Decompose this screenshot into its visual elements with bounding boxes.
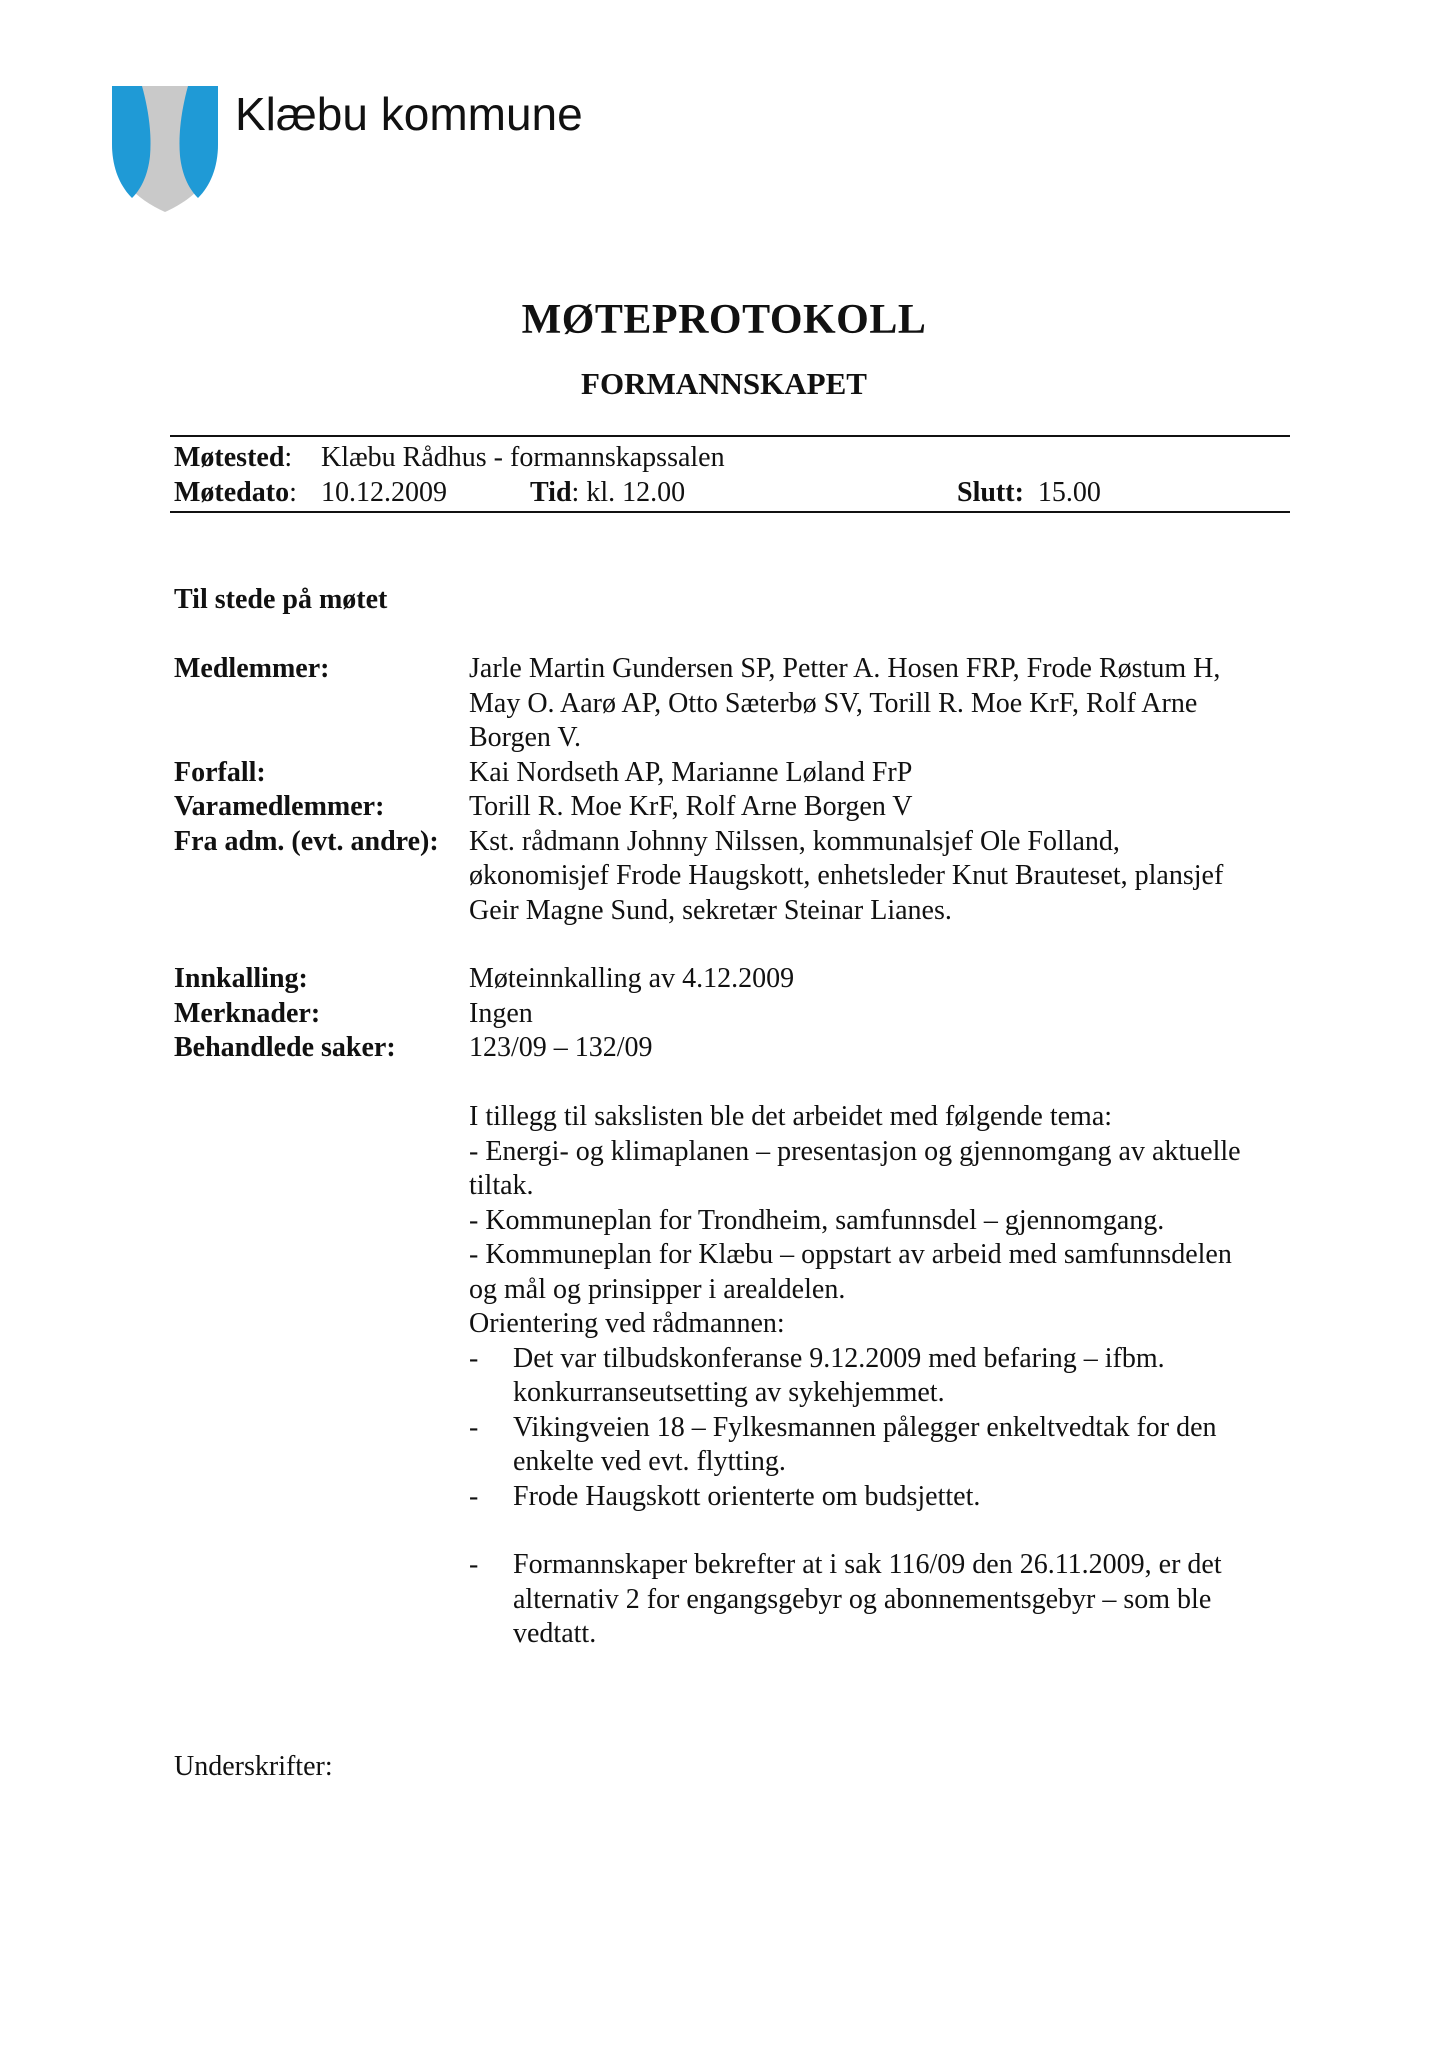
meeting-end-label: Slutt: [957, 477, 1024, 508]
meeting-date-row [174, 476, 1101, 510]
additional-line: I tillegg til sakslisten ble det arbeidet med følgende tema: [469, 1101, 1113, 1132]
bullet-line: Formannskaper bekrefter at i sak 116/09 den 26.11.2009, er det [513, 1549, 1222, 1580]
bullet-line: konkurranseutsetting av sykehjemmet. [513, 1377, 945, 1408]
meeting-date-label: Møtedato [174, 477, 290, 508]
admin-line: økonomisjef Frode Haugskott, enhetsleder Knut Brauteset, plansjef [469, 860, 1224, 891]
deputies-value: Torill R. Moe KrF, Rolf Arne Borgen V [469, 791, 913, 822]
meeting-date-value: 10.12.2009 [321, 477, 447, 508]
signatures-label: Underskrifter: [174, 1751, 333, 1782]
divider-top [170, 435, 1290, 437]
bullet-line: Frode Haugskott orienterte om budsjettet. [513, 1480, 981, 1512]
admin-line: Kst. rådmann Johnny Nilssen, kommunalsjef Ole Folland, [469, 825, 1120, 857]
cases-value: 123/09 – 132/09 [469, 1032, 653, 1063]
bullet-line: Vikingveien 18 – Fylkesmannen pålegger enkeltvedtak for den [513, 1411, 1217, 1443]
meeting-end [957, 476, 1101, 510]
bullet-dash: - [469, 1342, 479, 1374]
document-title: MØTEPROTOKOLL [521, 297, 927, 343]
remarks-label: Merknader: [174, 997, 321, 1029]
attendance-heading: Til stede på møtet [174, 584, 388, 615]
absent-label: Forfall: [174, 756, 266, 788]
meeting-place-row [174, 441, 725, 475]
bullet-line: Det var tilbudskonferanse 9.12.2009 med befaring – ifbm. [513, 1342, 1165, 1374]
bullet-line: enkelte ved evt. flytting. [513, 1446, 786, 1477]
additional-line: tiltak. [469, 1170, 534, 1201]
members-line: May O. Aarø AP, Otto Sæterbø SV, Torill R. Moe KrF, Rolf Arne [469, 687, 1198, 719]
cases-label: Behandlede saker: [174, 1032, 396, 1063]
bullet-line: vedtatt. [513, 1618, 597, 1649]
bullet-dash: - [469, 1411, 479, 1443]
meeting-end-value: 15.00 [1037, 477, 1101, 508]
admin-line: Geir Magne Sund, sekretær Steinar Lianes. [469, 894, 952, 926]
additional-line: Orientering ved rådmannen: [469, 1308, 785, 1339]
bullet-dash: - [469, 1549, 479, 1580]
remarks-value: Ingen [469, 997, 533, 1029]
meeting-time-label: Tid [530, 477, 572, 508]
absent-value: Kai Nordseth AP, Marianne Løland FrP [469, 756, 913, 788]
additional-line: - Kommuneplan for Trondheim, samfunnsdel – gjennomgang. [469, 1204, 1165, 1236]
additional-line: - Energi- og klimaplanen – presentasjon og gjennomgang av aktuelle [469, 1135, 1241, 1167]
meeting-time: Tid: kl. 12.00 [530, 477, 686, 508]
bullet-dash: - [469, 1480, 479, 1512]
invitation-label: Innkalling: [174, 963, 308, 994]
admin-label: Fra adm. (evt. andre): [174, 825, 439, 857]
colon: : [289, 477, 297, 508]
members-line: Borgen V. [469, 722, 582, 753]
meeting-place-label: Møtested [174, 442, 285, 473]
invitation-value: Møteinnkalling av 4.12.2009 [469, 963, 795, 994]
municipality-name: Klæbu kommune [235, 88, 583, 140]
additional-line: og mål og prinsipper i arealdelen. [469, 1273, 846, 1305]
bullet-line: alternativ 2 for engangsgebyr og abonnementsgebyr – som ble [513, 1583, 1212, 1615]
meeting-time-value: kl. 12.00 [586, 477, 686, 508]
members-label: Medlemmer: [174, 653, 330, 684]
document-subtitle: FORMANNSKAPET [581, 366, 867, 401]
divider-bottom [170, 511, 1290, 513]
deputies-label: Varamedlemmer: [174, 791, 385, 822]
meeting-place-value: Klæbu Rådhus - formannskapssalen [321, 442, 725, 473]
additional-line: - Kommuneplan for Klæbu – oppstart av arbeid med samfunnsdelen [469, 1239, 1232, 1270]
members-line: Jarle Martin Gundersen SP, Petter A. Hosen FRP, Frode Røstum H, [469, 653, 1221, 684]
colon: : [284, 442, 293, 473]
coat-of-arms-icon [112, 86, 218, 212]
